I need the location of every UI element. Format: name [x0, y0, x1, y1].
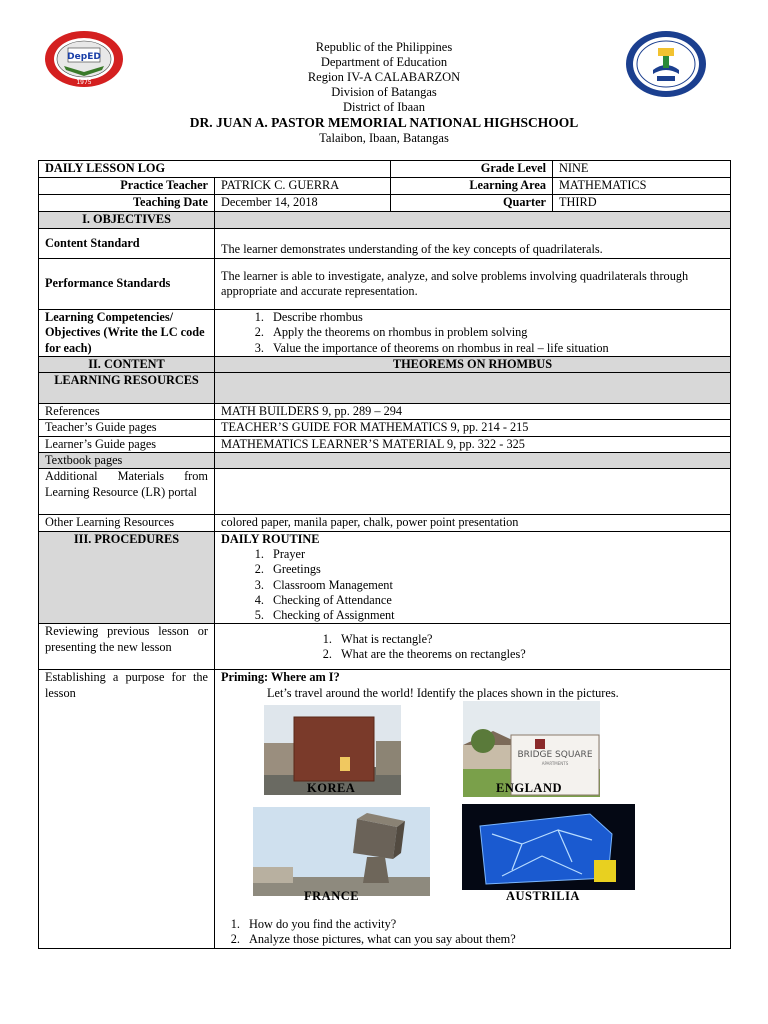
header-line-region: Region IV-A CALABARZON — [307, 70, 461, 84]
france-caption: FRANCE — [304, 889, 360, 904]
content-standard-value: The learner demonstrates understanding of the key concepts of quadrilaterals. — [215, 229, 731, 259]
competency-item: 2. Apply the theorems on rhombus in problem solving — [267, 325, 724, 340]
learning-resources-heading: LEARNING RESOURCES — [39, 373, 215, 404]
other-resources-value: colored paper, manila paper, chalk, power point presentation — [215, 515, 731, 531]
content-standard-label: Content Standard — [39, 229, 215, 259]
establishing-purpose-cell — [215, 670, 731, 948]
quarter-label: Quarter — [391, 195, 553, 212]
additional-materials-label: Additional Materials from Learning Resource (LR) portal — [39, 469, 215, 515]
learning-competencies-cell — [215, 310, 731, 357]
references-label: References — [39, 404, 215, 420]
daily-routine-list — [221, 547, 724, 623]
reviewing-lesson-label: Reviewing previous lesson or presenting the new lesson — [39, 624, 215, 670]
learners-guide-label: Learner’s Guide pages — [39, 436, 215, 452]
learning-competencies-label: Learning Competencies/ Objectives (Write the LC code for each) — [39, 310, 215, 357]
learners-guide-value: MATHEMATICS LEARNER’S MATERIAL 9, pp. 322 - 325 — [215, 436, 731, 452]
content-topic: THEOREMS ON RHOMBUS — [215, 356, 731, 372]
header-line-division: Division of Batangas — [331, 85, 437, 99]
england-caption: ENGLAND — [496, 781, 563, 796]
school-address: Talaibon, Ibaan, Batangas — [319, 131, 449, 145]
content-heading: II. CONTENT — [39, 356, 215, 372]
routine-item: 3. Classroom Management — [267, 578, 724, 593]
practice-teacher-label: Practice Teacher — [39, 178, 215, 195]
reviewing-lesson-cell — [215, 624, 731, 670]
objectives-heading-blank — [215, 212, 731, 229]
priming-title: Priming: Where am I? — [221, 670, 340, 685]
daily-routine-title: DAILY ROUTINE — [221, 531, 320, 546]
school-name: DR. JUAN A. PASTOR MEMORIAL NATIONAL HIGHSCHOOL — [189, 115, 579, 130]
textbook-pages-value — [215, 453, 731, 469]
daily-routine-cell — [215, 531, 731, 624]
quarter-value: THIRD — [553, 195, 731, 212]
review-question: 2. What are the theorems on rectangles? — [335, 647, 724, 662]
routine-item: 1. Prayer — [267, 547, 724, 562]
korea-caption: KOREA — [307, 781, 356, 796]
other-resources-label: Other Learning Resources — [39, 515, 215, 531]
daily-lesson-log-table — [38, 160, 731, 949]
competency-item: 1. Describe rhombus — [267, 310, 724, 325]
learning-resources-blank — [215, 373, 731, 404]
establishing-purpose-label: Establishing a purpose for the lesson — [39, 670, 215, 948]
header-line-republic: Republic of the Philippines — [315, 40, 453, 54]
learning-area-value: MATHEMATICS — [553, 178, 731, 195]
routine-item: 4. Checking of Attendance — [267, 593, 724, 608]
grade-level-label: Grade Level — [391, 161, 553, 178]
austria-building-image — [462, 804, 635, 890]
austria-caption: AUSTRILIA — [506, 889, 580, 904]
references-value: MATH BUILDERS 9, pp. 289 – 294 — [215, 404, 731, 420]
priming-instructions: Let’s travel around the world! Identify the places shown in the pictures. — [267, 685, 619, 700]
review-questions-list — [221, 632, 724, 663]
france-building-image — [253, 807, 430, 896]
log-title: DAILY LESSON LOG — [39, 161, 391, 178]
review-question: 1. What is rectangle? — [335, 632, 724, 647]
grade-level-value: NINE — [553, 161, 731, 178]
teachers-guide-value: TEACHER’S GUIDE FOR MATHEMATICS 9, pp. 214 - 215 — [215, 420, 731, 436]
deped-logo-text: DepED — [67, 52, 101, 62]
procedures-heading: III. PROCEDURES — [39, 531, 215, 624]
textbook-pages-label: Textbook pages — [39, 453, 215, 469]
reflection-question: 2. Analyze those pictures, what can you say about them? — [243, 932, 724, 947]
sign-line1: BRIDGE SQUARE — [517, 750, 593, 761]
teachers-guide-label: Teacher’s Guide pages — [39, 420, 215, 436]
competency-item: 3. Value the importance of theorems on rhombus in real – life situation — [267, 341, 724, 356]
objectives-heading: I. OBJECTIVES — [39, 212, 215, 229]
reflection-questions-list — [221, 917, 724, 948]
sign-line2: APARTMENTS — [541, 761, 569, 767]
seal-year: 1975 — [76, 79, 92, 86]
priming-pictures — [221, 701, 724, 917]
teaching-date-value: December 14, 2018 — [215, 195, 391, 212]
competencies-list — [221, 310, 724, 356]
teaching-date-label: Teaching Date — [39, 195, 215, 212]
routine-item: 5. Checking of Assignment — [267, 608, 724, 623]
routine-item: 2. Greetings — [267, 562, 724, 577]
learning-area-label: Learning Area — [391, 178, 553, 195]
header-line-department: Department of Education — [320, 55, 448, 69]
header-line-district: District of Ibaan — [343, 100, 425, 114]
practice-teacher-value: PATRICK C. GUERRA — [215, 178, 391, 195]
reflection-question: 1. How do you find the activity? — [243, 917, 724, 932]
performance-standards-value: The learner is able to investigate, analyze, and solve problems involving quadrilaterals through appropriate and accurate representation. — [215, 259, 731, 310]
additional-materials-value — [215, 469, 731, 515]
performance-standards-label: Performance Standards — [39, 259, 215, 310]
